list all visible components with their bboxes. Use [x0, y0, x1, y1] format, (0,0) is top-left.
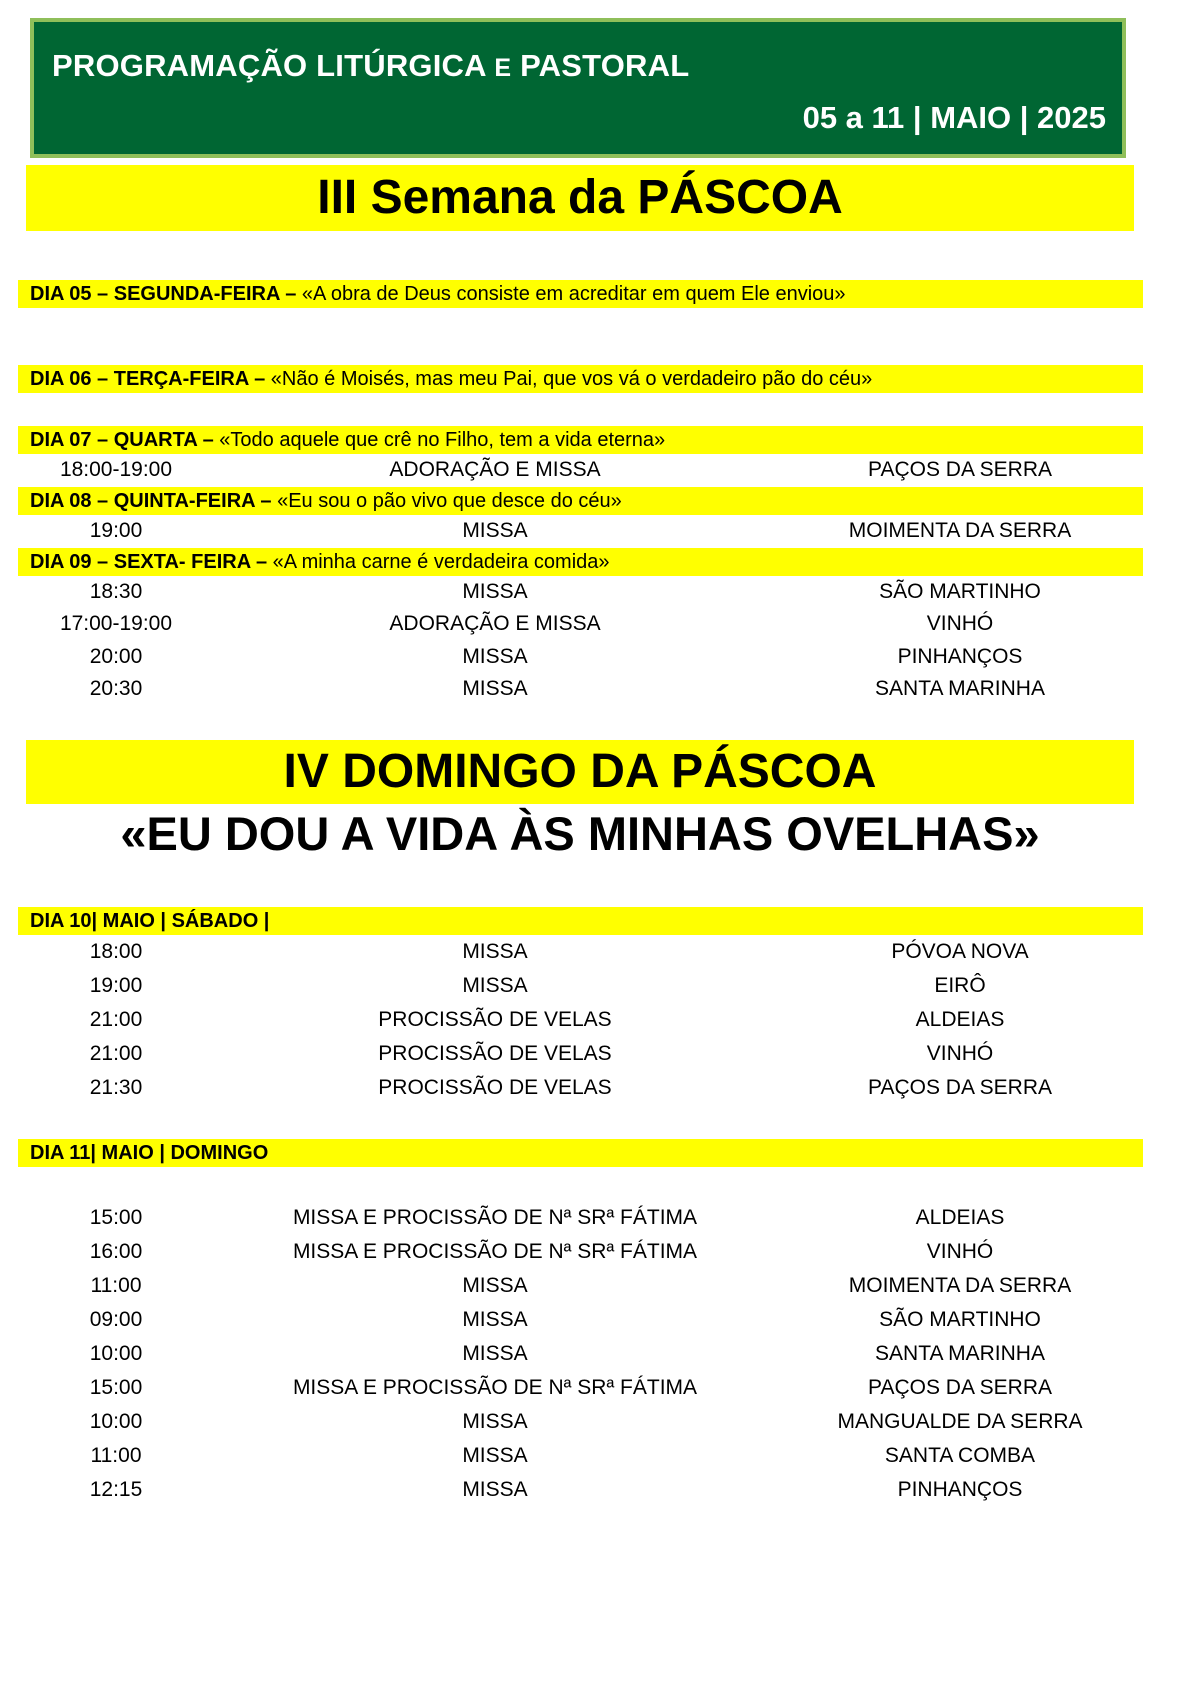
- day-label: DIA 09 – SEXTA- FEIRA –: [30, 551, 268, 573]
- day-label: DIA 07 – QUARTA –: [30, 429, 214, 451]
- day-quote: «Eu sou o pão vivo que desce do céu»: [271, 490, 622, 512]
- event-time: 18:00: [89, 940, 143, 963]
- event-name: PROCISSÃO DE VELAS: [378, 1008, 612, 1031]
- event-name: MISSA: [462, 974, 528, 997]
- event-place: SÃO MARTINHO: [879, 1308, 1041, 1331]
- day-quote: «A obra de Deus consiste em acreditar em quem Ele enviou»: [296, 283, 846, 305]
- event-place: VINHÓ: [926, 1042, 994, 1065]
- schedule-row: [0, 1474, 1191, 1506]
- day-bar-09: [18, 548, 1143, 576]
- event-place: MOIMENTA DA SERRA: [848, 1274, 1072, 1297]
- schedule-row: [0, 641, 1191, 673]
- schedule-row: [0, 970, 1191, 1002]
- event-time: 11:00: [90, 1274, 142, 1297]
- event-place: MOIMENTA DA SERRA: [848, 519, 1072, 542]
- event-name: MISSA: [462, 940, 528, 963]
- event-name: MISSA E PROCISSÃO DE Nª SRª FÁTIMA: [292, 1206, 698, 1229]
- event-name: MISSA: [462, 645, 528, 668]
- event-name: ADORAÇÃO E MISSA: [389, 458, 601, 481]
- schedule-row: [0, 1038, 1191, 1070]
- event-place: ALDEIAS: [915, 1008, 1005, 1031]
- event-name: MISSA: [462, 1308, 528, 1331]
- day-label: DIA 10| MAIO | SÁBADO |: [30, 910, 270, 932]
- day-bar-05: [18, 280, 1143, 308]
- event-time: 09:00: [89, 1308, 143, 1331]
- event-place: PINHANÇOS: [897, 645, 1023, 668]
- day-quote: «Não é Moisés, mas meu Pai, que vos vá o verdadeiro pão do céu»: [265, 368, 873, 390]
- event-name: MISSA: [462, 519, 528, 542]
- schedule-row: [0, 1304, 1191, 1336]
- event-time: 15:00: [89, 1376, 143, 1399]
- event-name: MISSA: [462, 1342, 528, 1365]
- event-time: 12:15: [89, 1478, 143, 1501]
- sunday-subtitle: «EU DOU A VIDA ÀS MINHAS OVELHAS»: [120, 807, 1040, 860]
- event-place: PINHANÇOS: [897, 1478, 1023, 1501]
- event-name: MISSA E PROCISSÃO DE Nª SRª FÁTIMA: [292, 1240, 698, 1263]
- event-place: SANTA COMBA: [884, 1444, 1036, 1467]
- schedule-row: [0, 673, 1191, 705]
- event-name: MISSA: [462, 1410, 528, 1433]
- event-place: PAÇOS DA SERRA: [868, 1076, 1052, 1099]
- schedule-row: [0, 1072, 1191, 1104]
- day-quote: «Todo aquele que crê no Filho, tem a vida eterna»: [213, 429, 666, 451]
- event-name: MISSA: [462, 677, 528, 700]
- day-bar-11: [18, 1139, 1143, 1167]
- day-bar-08: [18, 487, 1143, 515]
- event-time: 21:30: [89, 1076, 143, 1099]
- header-banner: [30, 18, 1126, 158]
- event-place: EIRÔ: [934, 974, 986, 997]
- event-place: PAÇOS DA SERRA: [868, 458, 1052, 481]
- header-date: 05 a 11 | MAIO | 2025: [802, 100, 1106, 135]
- event-time: 10:00: [89, 1342, 143, 1365]
- event-place: VINHÓ: [926, 612, 994, 635]
- event-name: ADORAÇÃO E MISSA: [389, 612, 601, 635]
- schedule-row: [0, 515, 1191, 547]
- event-place: SANTA MARINHA: [875, 1342, 1045, 1365]
- event-place: SANTA MARINHA: [875, 677, 1045, 700]
- event-time: 11:00: [90, 1444, 142, 1467]
- schedule-row: [0, 608, 1191, 640]
- schedule-row: [0, 576, 1191, 608]
- event-place: PAÇOS DA SERRA: [868, 1376, 1052, 1399]
- header-title-part3: PASTORAL: [511, 48, 690, 83]
- day-bar-07: [18, 426, 1143, 454]
- event-name: PROCISSÃO DE VELAS: [378, 1076, 612, 1099]
- event-time: 10:00: [89, 1410, 143, 1433]
- header-title-part1: PROGRAMAÇÃO LITÚRGICA: [52, 48, 495, 83]
- event-name: PROCISSÃO DE VELAS: [378, 1042, 612, 1065]
- schedule-row: [0, 1372, 1191, 1404]
- schedule-row: [0, 1270, 1191, 1302]
- schedule-row: [0, 1338, 1191, 1370]
- event-time: 17:00-19:00: [59, 612, 173, 635]
- event-time: 15:00: [89, 1206, 143, 1229]
- day-bar-06: [18, 365, 1143, 393]
- day-label: DIA 11| MAIO | DOMINGO: [30, 1142, 269, 1164]
- sunday-title: IV DOMINGO DA PÁSCOA: [26, 740, 1134, 804]
- event-time: 19:00: [89, 519, 143, 542]
- schedule-row: [0, 1202, 1191, 1234]
- schedule-row: [0, 1440, 1191, 1472]
- event-place: SÃO MARTINHO: [879, 580, 1041, 603]
- day-bar-10: [18, 907, 1143, 935]
- event-time: 21:00: [89, 1008, 143, 1031]
- event-name: MISSA E PROCISSÃO DE Nª SRª FÁTIMA: [292, 1376, 698, 1399]
- week-title: III Semana da PÁSCOA: [26, 165, 1134, 231]
- schedule-row: [0, 1236, 1191, 1268]
- schedule-row: [0, 454, 1191, 486]
- day-quote: «A minha carne é verdadeira comida»: [267, 551, 610, 573]
- event-place: PÓVOA NOVA: [891, 940, 1029, 963]
- day-label: DIA 08 – QUINTA-FEIRA –: [30, 490, 272, 512]
- schedule-row: [0, 1406, 1191, 1438]
- schedule-row: [0, 1004, 1191, 1036]
- event-name: MISSA: [462, 1478, 528, 1501]
- event-name: MISSA: [462, 1444, 528, 1467]
- event-name: MISSA: [462, 1274, 528, 1297]
- event-time: 20:30: [89, 677, 143, 700]
- event-place: VINHÓ: [926, 1240, 994, 1263]
- day-label: DIA 06 – TERÇA-FEIRA –: [30, 368, 266, 390]
- event-place: ALDEIAS: [915, 1206, 1005, 1229]
- day-label: DIA 05 – SEGUNDA-FEIRA –: [30, 283, 297, 305]
- event-time: 18:30: [89, 580, 143, 603]
- event-time: 19:00: [89, 974, 143, 997]
- header-title-part2: E: [494, 54, 512, 82]
- header-title: [52, 48, 689, 84]
- event-time: 20:00: [89, 645, 143, 668]
- event-time: 21:00: [89, 1042, 143, 1065]
- event-place: MANGUALDE DA SERRA: [837, 1410, 1083, 1433]
- schedule-row: [0, 936, 1191, 968]
- event-name: MISSA: [462, 580, 528, 603]
- event-time: 18:00-19:00: [59, 458, 173, 481]
- event-time: 16:00: [89, 1240, 143, 1263]
